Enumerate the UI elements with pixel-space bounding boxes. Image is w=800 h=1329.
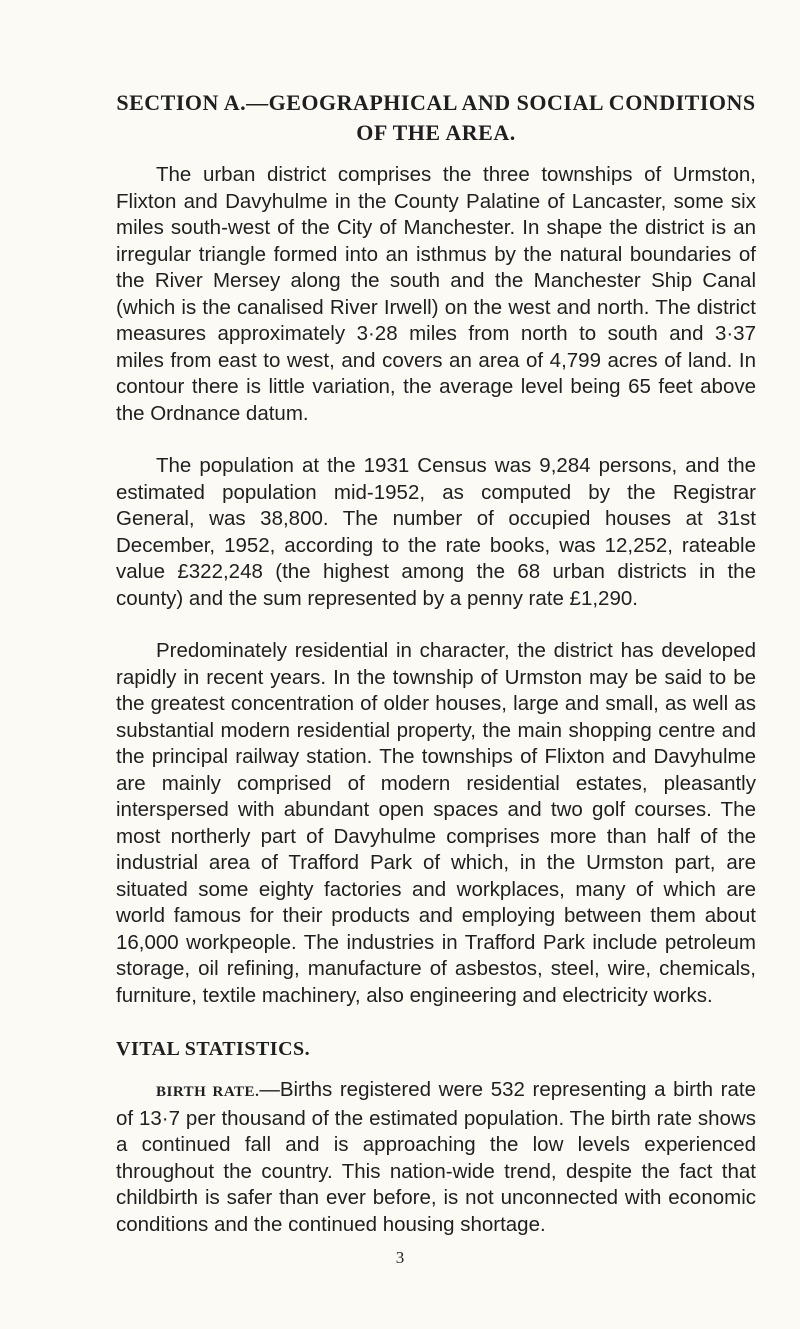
birth-rate-text: —Births registered were 532 representing a birth rate of 13·7 per thousand of the estimated population. The birth rate shows a continued fall and is approaching the low levels experienced throughout the country. This nation-wide trend, despite the fact that childbirth is safer than ever before, is not unconnected with economic conditions and the continued housing shortage. — [116, 1078, 756, 1236]
paragraph-character: Predominately residential in character, the district has developed rapidly in recent years. In the township of Urmston may be said to be the greatest concentration of older houses, large and small, as well as substantial modern residential property, the main shopping centre and the principal railway station. The townships of Flixton and Davyhulme are mainly comprised of modern residential estates, pleasantly interspersed with abundant open spaces and two golf courses. The most northerly part of Davyhulme comprises more than half of the industrial area of Trafford Park of which, in the Urmston part, are situated some eighty factories and workplaces, many of which are world famous for their products and employing between them about 16,000 workpeople. The industries in Trafford Park include petroleum storage, oil refining, manufacture of asbestos, steel, wire, chemicals, furniture, textile machinery, also engineering and electricity works. — [116, 639, 756, 1007]
vital-statistics-heading: VITAL STATISTICS. — [116, 1038, 311, 1060]
paragraph-birth-rate — [116, 1077, 756, 1238]
document-page — [116, 88, 756, 1238]
paragraph-geography: The urban district comprises the three townships of Urmston, Flixton and Davyhulme in the County Palatine of Lancaster, some six miles south-west of the City of Manchester. In shape the district is an irregular triangle formed into an isthmus by the natural boundaries of the River Mersey along the south and the Manchester Ship Canal (which is the canalised River Irwell) on the west and north. The district measures approximately 3·28 miles from north to south and 3·37 miles from east to west, and covers an area of 4,799 acres of land. In contour there is little variation, the average level being 65 feet above the Ordnance datum. — [116, 163, 756, 425]
birth-rate-label: BIRTH RATE. — [156, 1084, 260, 1100]
page-number: 3 — [395, 1248, 405, 1267]
section-heading: SECTION A.—GEOGRAPHICAL AND SOCIAL CONDITIONS OF THE AREA. — [116, 90, 756, 145]
paragraph-population: The population at the 1931 Census was 9,284 persons, and the estimated population mid-1952, as computed by the Registrar General, was 38,800. The number of occupied houses at 31st December, 1952, according to the rate books, was 12,252, rateable value £322,248 (the highest among the 68 urban districts in the county) and the sum represented by a penny rate £1,290. — [116, 454, 756, 610]
